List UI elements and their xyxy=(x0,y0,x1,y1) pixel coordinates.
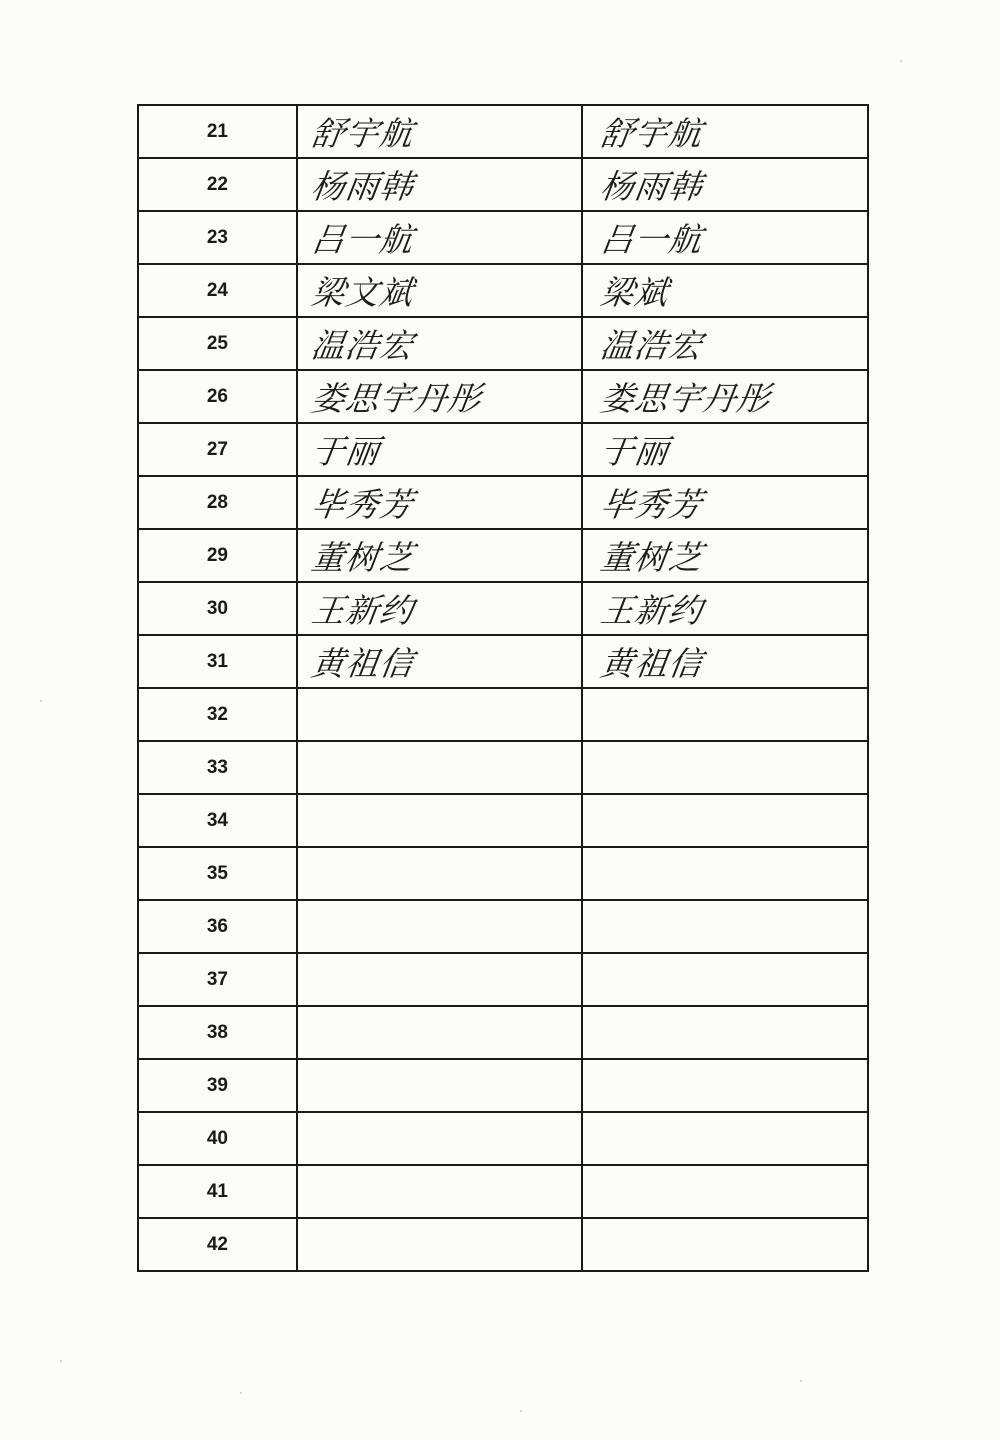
signature-cell-b xyxy=(582,900,868,953)
handwritten-signature: 董树芝 xyxy=(308,538,417,577)
table-row xyxy=(138,582,868,635)
signature-cell-b xyxy=(582,264,868,317)
handwritten-signature: 王新约 xyxy=(308,591,417,630)
handwritten-signature: 温浩宏 xyxy=(308,326,417,365)
scan-speck xyxy=(60,1360,62,1362)
handwritten-signature: 毕秀芳 xyxy=(598,485,706,524)
handwritten-signature: 吕一航 xyxy=(598,220,706,259)
table-row xyxy=(138,741,868,794)
signature-cell-b xyxy=(582,423,868,476)
signature-cell-a xyxy=(297,900,583,953)
row-number: 37 xyxy=(138,953,297,1006)
table-row xyxy=(138,635,868,688)
row-number: 34 xyxy=(138,794,297,847)
table-row xyxy=(138,1006,868,1059)
handwritten-signature: 杨雨韩 xyxy=(598,167,706,206)
row-number: 39 xyxy=(138,1059,297,1112)
signature-cell-a xyxy=(297,264,583,317)
signature-table xyxy=(137,104,869,1272)
signature-cell-b xyxy=(582,1165,868,1218)
signature-cell-a xyxy=(297,953,583,1006)
handwritten-signature: 吕一航 xyxy=(308,220,417,259)
table-row xyxy=(138,794,868,847)
signature-cell-b xyxy=(582,317,868,370)
table-row xyxy=(138,158,868,211)
table-row xyxy=(138,211,868,264)
signature-cell-b xyxy=(582,741,868,794)
signature-cell-b xyxy=(582,1218,868,1271)
handwritten-signature: 黄祖信 xyxy=(308,644,417,683)
table-row xyxy=(138,1165,868,1218)
table-row xyxy=(138,105,868,158)
row-number: 33 xyxy=(138,741,297,794)
handwritten-signature: 王新约 xyxy=(598,591,706,630)
signature-cell-a xyxy=(297,423,583,476)
handwritten-signature: 温浩宏 xyxy=(598,326,706,365)
row-number: 21 xyxy=(138,105,297,158)
handwritten-signature: 董树芝 xyxy=(598,538,706,577)
table-row xyxy=(138,529,868,582)
row-number: 32 xyxy=(138,688,297,741)
signature-cell-b xyxy=(582,953,868,1006)
row-number: 41 xyxy=(138,1165,297,1218)
signature-cell-a xyxy=(297,1059,583,1112)
signature-cell-b xyxy=(582,847,868,900)
signature-cell-a xyxy=(297,794,583,847)
table-row xyxy=(138,1112,868,1165)
table-row xyxy=(138,688,868,741)
signature-cell-a xyxy=(297,211,583,264)
scan-speck xyxy=(40,700,42,702)
signature-cell-a xyxy=(297,1006,583,1059)
row-number: 25 xyxy=(138,317,297,370)
row-number: 26 xyxy=(138,370,297,423)
handwritten-signature: 于丽 xyxy=(598,432,672,471)
scan-speck xyxy=(900,60,902,62)
table-row xyxy=(138,1218,868,1271)
table-row xyxy=(138,317,868,370)
handwritten-signature: 梁文斌 xyxy=(308,273,417,312)
signature-cell-b xyxy=(582,370,868,423)
row-number: 28 xyxy=(138,476,297,529)
table-row xyxy=(138,476,868,529)
row-number: 30 xyxy=(138,582,297,635)
row-number: 36 xyxy=(138,900,297,953)
signature-cell-a xyxy=(297,317,583,370)
table-row xyxy=(138,264,868,317)
scan-speck xyxy=(240,1392,242,1394)
row-number: 31 xyxy=(138,635,297,688)
row-number: 35 xyxy=(138,847,297,900)
signature-cell-a xyxy=(297,1112,583,1165)
signature-cell-a xyxy=(297,476,583,529)
signature-cell-a xyxy=(297,688,583,741)
row-number: 38 xyxy=(138,1006,297,1059)
handwritten-signature: 舒宇航 xyxy=(308,114,417,153)
handwritten-signature: 毕秀芳 xyxy=(308,485,417,524)
scan-speck xyxy=(800,1380,802,1382)
signature-cell-b xyxy=(582,635,868,688)
signature-table-body xyxy=(138,105,868,1271)
signature-cell-b xyxy=(582,158,868,211)
handwritten-signature: 杨雨韩 xyxy=(308,167,417,206)
signature-cell-a xyxy=(297,158,583,211)
signature-cell-a xyxy=(297,635,583,688)
handwritten-signature: 娄思宇丹彤 xyxy=(308,379,485,418)
table-row xyxy=(138,1059,868,1112)
signature-cell-b xyxy=(582,1006,868,1059)
signature-cell-a xyxy=(297,529,583,582)
signature-cell-b xyxy=(582,1059,868,1112)
signature-cell-a xyxy=(297,582,583,635)
signature-cell-a xyxy=(297,1218,583,1271)
table-row xyxy=(138,847,868,900)
handwritten-signature: 于丽 xyxy=(308,432,383,471)
signature-cell-b xyxy=(582,529,868,582)
signature-cell-b xyxy=(582,688,868,741)
row-number: 29 xyxy=(138,529,297,582)
row-number: 23 xyxy=(138,211,297,264)
table-row xyxy=(138,370,868,423)
row-number: 40 xyxy=(138,1112,297,1165)
handwritten-signature: 舒宇航 xyxy=(598,114,706,153)
signature-cell-b xyxy=(582,211,868,264)
handwritten-signature: 黄祖信 xyxy=(598,644,706,683)
signature-cell-a xyxy=(297,370,583,423)
row-number: 42 xyxy=(138,1218,297,1271)
row-number: 22 xyxy=(138,158,297,211)
signature-cell-b xyxy=(582,105,868,158)
handwritten-signature: 娄思宇丹彤 xyxy=(598,379,774,418)
signature-cell-b xyxy=(582,476,868,529)
signature-cell-a xyxy=(297,741,583,794)
table-row xyxy=(138,900,868,953)
signature-cell-b xyxy=(582,1112,868,1165)
signature-cell-a xyxy=(297,1165,583,1218)
signature-cell-a xyxy=(297,847,583,900)
row-number: 24 xyxy=(138,264,297,317)
table-row xyxy=(138,423,868,476)
signature-cell-b xyxy=(582,582,868,635)
scan-speck xyxy=(520,1410,522,1412)
row-number: 27 xyxy=(138,423,297,476)
signature-cell-b xyxy=(582,794,868,847)
table-row xyxy=(138,953,868,1006)
handwritten-signature: 梁斌 xyxy=(598,273,672,312)
signature-cell-a xyxy=(297,105,583,158)
